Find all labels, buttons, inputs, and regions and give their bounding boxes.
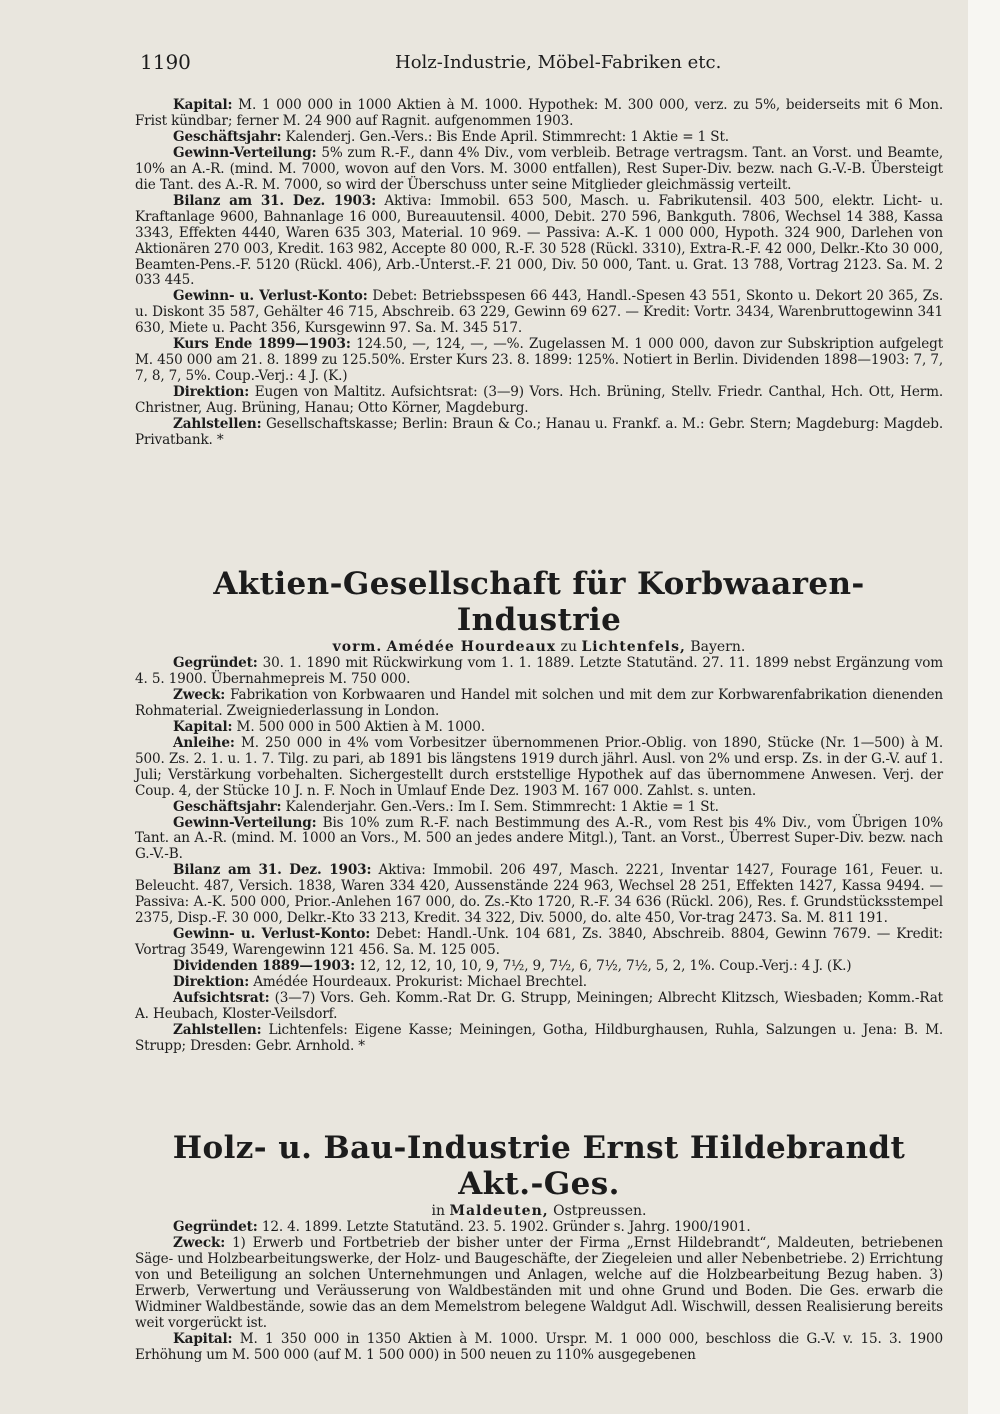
entry-label: Zahlstellen:: [173, 1021, 262, 1038]
entry-text: 5% zum R.-F., dann 4% Div., vom verbleib. Betrage vertragsm. Tant. an Vorst. und Beamte, 10% an A.-R. (mind. M. 7000, wovon auf den Vors. M. 3000 entfallen), Rest Super-Div. bezw. nach G.-V.-B. Übersteigt die Tant. des A.-R. M. 7000, so wird der Überschuss unter seine Mitglieder gleichmässig verteilt.: [135, 144, 943, 193]
entry-label: Zweck:: [173, 686, 226, 703]
entry-text: M. 1 350 000 in 1350 Aktien à M. 1000. Urspr. M. 1 000 000, beschloss die G.-V. v. 15. 3. 1900 Erhöhung um M. 500 000 (auf M. 1 500 000) in 500 neuen zu 110% ausgegebenen: [135, 1330, 944, 1363]
section-korbwaaren: [135, 566, 943, 1055]
section-holz-industrie-continued: [135, 98, 943, 532]
entry-text: Amédée Hourdeaux. Prokurist: Michael Brechtel.: [253, 974, 587, 991]
entry-label: Geschäftsjahr:: [173, 798, 282, 815]
company-heading: Holz- u. Bau-Industrie Ernst Hildebrandt Akt.-Ges.: [172, 1130, 906, 1202]
entry-text: 30. 1. 1890 mit Rückwirkung vom 1. 1. 1889. Letzte Statutänd. 27. 11. 1899 nebst Ergänzung vom 4. 5. 1900. Übernahmepreis M. 750 000.: [135, 655, 944, 687]
entry-text: M. 1 000 000 in 1000 Aktien à M. 1000. Hypothek: M. 300 000, verz. zu 5%, beiderseits mit 6 Mon. Frist kündbar; ferner M. 24 900 auf Ragnit. aufgenommen 1903.: [135, 98, 943, 129]
entry-text: M. 250 000 in 4% vom Vorbesitzer übernommenen Prior.-Oblig. von 1890, Stücke (Nr. 1—500) à M. 500. Zs. 2. 1. u. 1. 7. Tilg. zu pari, ab 1891 bis längstens 1919 durch jährl. Ausl. von 2% und ersp. Zs. in der G.-V. auf 1. Juli; Verstärkung vorbehalten. Sichergestellt durch erststellige Hypothek auf das übernommene Anwesen. Verj. der Coup. 4, der Stücke 10 J. n. F. Noch in Umlauf Ende Dez. 1903 M. 167 000. Zahlst. s. unten.: [135, 734, 943, 799]
entry-label: Direktion:: [173, 384, 250, 401]
entry-kurs: [135, 337, 943, 385]
entry-label: Gewinn-Verteilung:: [173, 814, 317, 831]
entry-direktion: [135, 975, 943, 991]
entry-text: 124.50, —, 124, —, —%. Zugelassen M. 1 000 000, davon zur Subskription aufgelegt M. 450 000 am 21. 8. 1899 zu 125.50%. Erster Kurs 23. 8. 1899: 125%. Notiert in Berlin. Dividenden 1898—1903: 7, 7, 7, 8, 7, 5%. Coup.-Verj.: 4 J. (K.): [135, 336, 943, 385]
subheading-suffix: Bayern.: [690, 639, 746, 655]
entry-dividenden: [135, 959, 943, 975]
entry-text: Kalenderjahr. Gen.-Vers.: Im I. Sem. Stimmrecht: 1 Aktie = 1 St.: [285, 798, 719, 815]
entry-label: Dividenden 1889—1903:: [173, 958, 355, 975]
entry-label: Zahlstellen:: [173, 416, 262, 433]
entry-text: 12, 12, 12, 10, 10, 9, 7½, 9, 7½, 6, 7½, 7½, 5, 2, 1%. Coup.-Verj.: 4 J. (K.): [359, 958, 852, 975]
entry-text: Kalenderj. Gen.-Vers.: Bis Ende April. Stimmrecht: 1 Aktie = 1 St.: [285, 128, 729, 145]
entry-text: Aktiva: Immobil. 206 497, Masch. 2221, Inventar 1427, Fourage 161, Feuer. u. Beleucht. 487, Versich. 1838, Waren 334 420, Aussenstände 224 963, Wechsel 28 251, Effekten 1427, Kassa 9494. — Passiva: A.-K. 500 000, Prior.-Anlehen 167 000, do. Zs.-Kto 1720, R.-F. 34 636 (Rückl. 206), Res. f. Grundstücksstempel 2375, Disp.-F. 30 000, Delkr.-Kto 33 213, Kredit. 34 322, Div. 5000, do. alte 450, Vor-trag 2473. Sa. M. 811 191.: [135, 862, 943, 927]
page-number: 1190: [140, 50, 191, 74]
entry-text: 1) Erwerb und Fortbetrieb der bisher unter der Firma „Ernst Hildebrandt“, Maldeuten, betriebenen Säge- und Holzbearbeitungswerke, der Holz- und Baugeschäfte, der Ziegeleien und aller Nebenbetriebe. 2) Errichtung von und Beteiligung an solchen Unternehmungen und Anlagen, welche auf die Holzbearbeitung Bezug haben. 3) Erwerb, Verwertung und Veräusserung von Waldbeständen mit und ohne Grund und Boden. Die Ges. erwarb die Widminer Waldbestände, sowie das an dem Memelstrom belegene Waldgut Adl. Wischwill, dessen Realisierung bereits weit vorgerückt ist.: [135, 1234, 943, 1331]
entry-anleihe: [135, 736, 943, 800]
entry-direktion: [135, 385, 943, 417]
entry-text: 12. 4. 1899. Letzte Statutänd. 23. 5. 1902. Gründer s. Jahrg. 1900/1901.: [261, 1219, 751, 1235]
entry-gegruendet: [135, 1220, 943, 1236]
entry-label: Bilanz am 31. Dez. 1903:: [173, 862, 372, 879]
entry-text: Lichtenfels: Eigene Kasse; Meiningen, Gotha, Hildburghausen, Ruhla, Salzungen u. Jena: B. M. Strupp; Dresden: Gebr. Arnhold. *: [135, 1021, 944, 1054]
entry-text: (3—7) Vors. Geh. Komm.-Rat Dr. G. Strupp, Meiningen; Albrecht Klitzsch, Wiesbaden; Komm.-Rat A. Heubach, Kloster-Veilsdorf.: [135, 990, 943, 1022]
entry-gewinn-verlust: [135, 289, 943, 337]
entry-bilanz: [135, 863, 943, 927]
entry-text: Aktiva: Immobil. 653 500, Masch. u. Fabrikutensil. 403 500, elektr. Licht- u. Kraftanlage 9600, Bahnanlage 16 000, Bureauutensil. 4000, Debit. 270 596, Bankguth. 7806, Wechsel 14 388, Kassa 3343, Effekten 4440, Waren 635 303, Material. 10 969. — Passiva: A.-K. 1 000 000, Hypoth. 324 900, Darlehen von Aktionären 270 003, Kredit. 163 982, Accepte 80 000, R.-F. 30 528 (Rückl. 3310), Extra-R.-F. 42 000, Delkr.-Kto 30 000, Beamten-Pens.-F. 5120 (Rückl. 406), Arb.-Unterst.-F. 21 000, Div. 50 000, Tant. u. Grat. 13 788, Vortrag 2123. Sa. M. 2 033 445.: [135, 192, 943, 289]
entry-zweck: [135, 688, 943, 720]
entry-label: Gegründet:: [173, 1219, 258, 1235]
entry-text: Gesellschaftskasse; Berlin: Braun & Co.; Hanau u. Frankf. a. M.: Gebr. Stern; Magdeburg: Magdeb. Privatbank. *: [135, 416, 943, 449]
entry-gewinn-verteilung: [135, 816, 943, 864]
subheading-place: Maldeuten,: [449, 1203, 549, 1219]
section-hildebrandt: [135, 1130, 943, 1364]
entry-text: Debet: Handl.-Unk. 104 681, Zs. 3840, Abschreib. 8804, Gewinn 7679. — Kredit: Vortrag 3549, Warengewinn 121 456. Sa. M. 125 005.: [135, 926, 943, 959]
entry-label: Kurs Ende 1899—1903:: [173, 336, 351, 353]
entry-label: Bilanz am 31. Dez. 1903:: [173, 192, 377, 209]
company-subheading: [135, 638, 943, 656]
entry-gegruendet: [135, 656, 943, 688]
entry-geschaeftsjahr: [135, 800, 943, 816]
entry-label: Gewinn- u. Verlust-Konto:: [173, 288, 368, 305]
entry-label: Kapital:: [173, 1330, 233, 1347]
subheading-place: Lichtenfels,: [581, 639, 686, 655]
entry-text: Fabrikation von Korbwaaren und Handel mit solchen und mit dem zur Korbwarenfabrikation dienenden Rohmaterial. Zweigniederlassung in London.: [135, 686, 944, 719]
entry-label: Kapital:: [173, 98, 233, 113]
company-heading: Aktien-Gesellschaft für Korbwaaren-Industrie: [213, 566, 865, 638]
entry-label: Gewinn- u. Verlust-Konto:: [173, 926, 371, 943]
entry-bilanz: [135, 194, 943, 290]
entry-zahlstellen: [135, 1023, 943, 1055]
entry-zweck: [135, 1236, 943, 1332]
entry-label: Zweck:: [173, 1234, 226, 1251]
entry-text: M. 500 000 in 500 Aktien à M. 1000.: [236, 718, 485, 735]
entry-kapital: [135, 98, 943, 130]
subheading-name: Amédée Hourdeaux: [386, 639, 557, 655]
entry-label: Gegründet:: [173, 655, 258, 671]
entry-text: Bis 10% zum R.-F. nach Bestimmung des A.-R., vom Rest bis 4% Div., vom Übrigen 10% Tant. an A.-R. (mind. M. 1000 an Vors., M. 500 an jedes andere Mitgl.), Tant. an Vorst., Überrest Super-Div. bezw. nach G.-V.-B.: [135, 814, 944, 863]
running-title: Holz-Industrie, Möbel-Fabriken etc.: [395, 52, 722, 73]
page-body: [135, 98, 944, 1363]
entry-kapital: [135, 720, 943, 736]
entry-label: Gewinn-Verteilung:: [173, 144, 317, 161]
subheading-mid: zu: [560, 639, 577, 655]
entry-text: Debet: Betriebsspesen 66 443, Handl.-Spesen 43 551, Skonto u. Dekort 20 365, Zs. u. Diskont 35 587, Gehälter 46 715, Abschreib. 63 229, Gewinn 69 627. — Kredit: Vortr. 3434, Warenbruttogewinn 341 630, Miete u. Pacht 356, Kursgewinn 97. Sa. M. 345 517.: [135, 288, 943, 337]
entry-kapital: [135, 1332, 943, 1364]
subheading-prefix: vorm.: [332, 639, 383, 655]
entry-label: Direktion:: [173, 974, 250, 991]
entry-text: Eugen von Maltitz. Aufsichtsrat: (3—9) Vors. Hch. Brüning, Stellv. Friedr. Canthal, Hch. Ott, Herm. Christner, Aug. Brüning, Hanau; Otto Körner, Magdeburg.: [135, 384, 943, 417]
entry-label: Kapital:: [173, 718, 233, 735]
entry-gewinn-verlust: [135, 927, 943, 959]
page-edge-strip: [968, 0, 1000, 1414]
subheading-prefix: in: [431, 1203, 445, 1219]
entry-label: Geschäftsjahr:: [173, 128, 282, 145]
subheading-suffix: Ostpreussen.: [553, 1203, 647, 1219]
entry-label: Anleihe:: [173, 734, 235, 751]
company-subheading: [135, 1202, 943, 1220]
page-header: [140, 50, 940, 80]
entry-zahlstellen: [135, 417, 943, 449]
entry-aufsichtsrat: [135, 991, 943, 1023]
entry-label: Aufsichtsrat:: [173, 990, 270, 1007]
entry-gewinn-verteilung: [135, 146, 943, 194]
entry-geschaeftsjahr: [135, 130, 943, 146]
